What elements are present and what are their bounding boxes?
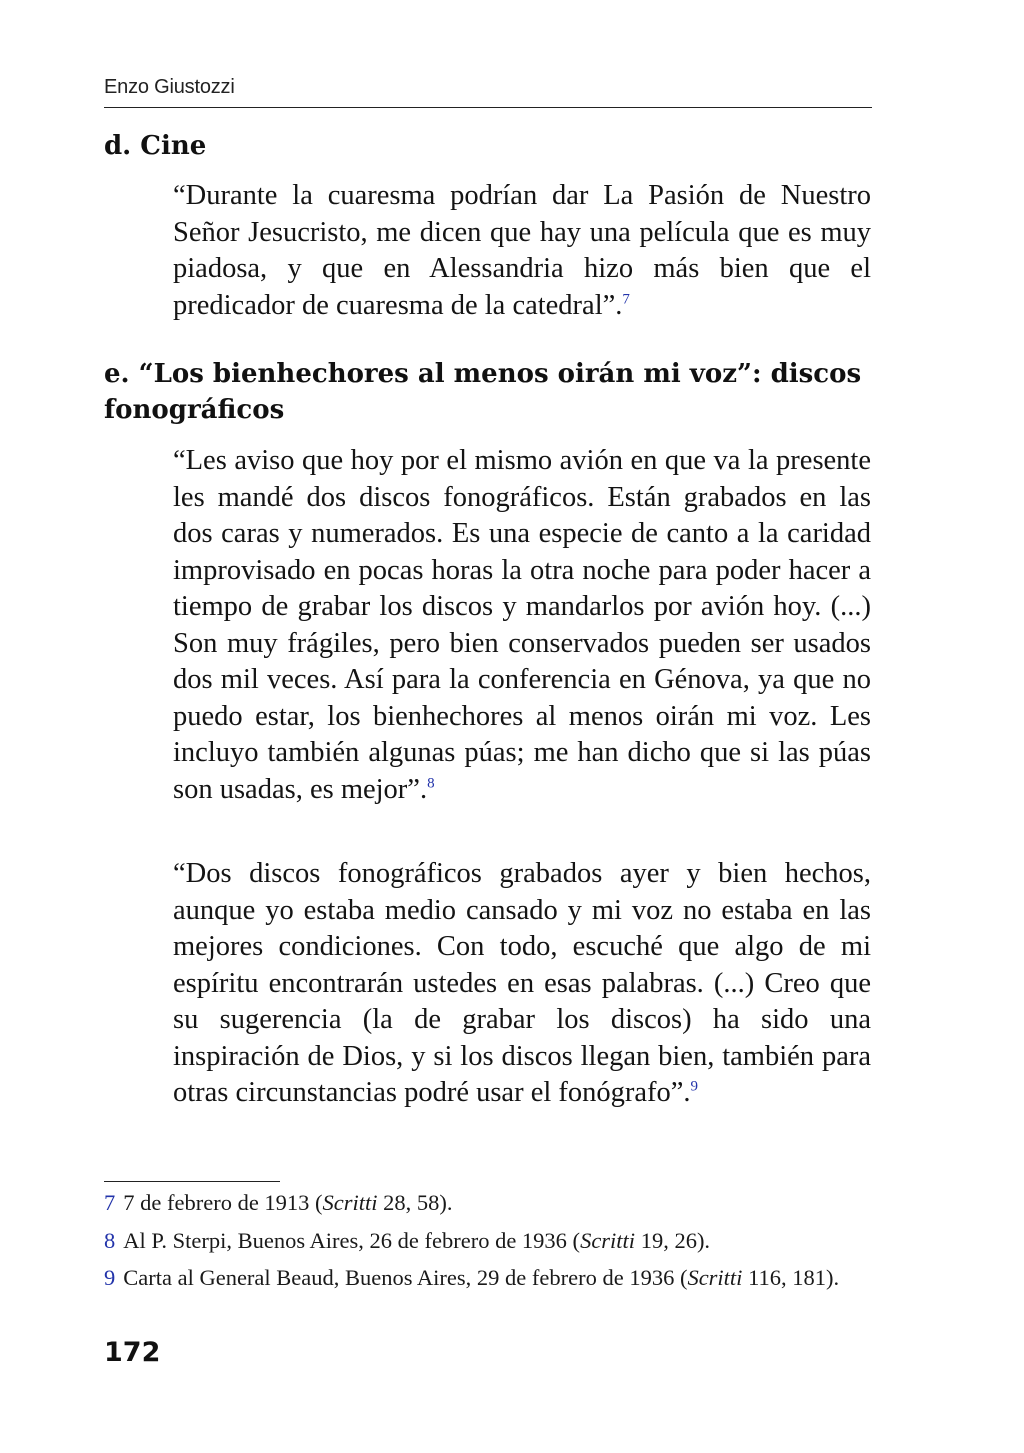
footnote-italic: Scritti — [687, 1265, 743, 1290]
footnote-8 — [104, 1226, 872, 1255]
footnote-italic: Scritti — [580, 1228, 636, 1253]
footnote-ref-9[interactable]: 9 — [690, 1078, 699, 1095]
footnote-ref-8[interactable]: 8 — [427, 775, 435, 791]
quote-text: “Dos discos fonográficos grabados ayer y bien hechos, aunque yo estaba medio cansado y mi voz no estaba en las mejores condiciones. Con todo, escuché que algo de mi espíritu encontrarán ustedes en esas palabras. (...) Creo que su sugerencia (la de grabar los discos) ha sido una inspiración de Dios, y si los discos llegan bien, también para otras circunstancias podré usar el fonógrafo”. — [173, 858, 871, 1108]
section-heading-discos: e. “Los bienhechores al menos oirán mi voz”: discos fonográficos — [104, 359, 862, 425]
footnote-text: 19, 26). — [635, 1228, 711, 1253]
footnote-text: 116, 181). — [742, 1265, 840, 1290]
footnote-9 — [104, 1263, 872, 1292]
footnote-text: Carta al General Beaud, Buenos Aires, 29 de febrero de 1936 ( — [123, 1265, 688, 1290]
page-number: 172 — [104, 1337, 161, 1368]
footnote-divider — [104, 1181, 280, 1182]
footnote-number-8[interactable]: 8 — [104, 1228, 116, 1253]
footnote-text: 7 de febrero de 1913 ( — [123, 1190, 323, 1215]
quote-discos-1 — [173, 443, 871, 808]
footnote-text: Al P. Sterpi, Buenos Aires, 26 de febrero de 1936 ( — [123, 1228, 581, 1253]
quote-discos-2 — [173, 856, 871, 1112]
quote-cine — [173, 178, 871, 324]
footnote-text: 28, 58). — [377, 1190, 453, 1215]
quote-text: “Durante la cuaresma podrían dar La Pasión de Nuestro Señor Jesucristo, me dicen que hay una película que es muy piadosa, y que en Alessandria hizo más bien que el predicador de cuaresma de la catedral”. — [173, 180, 871, 321]
footnote-ref-7[interactable]: 7 — [622, 291, 630, 307]
running-head: Enzo Giustozzi — [104, 74, 872, 108]
footnote-number-7[interactable]: 7 — [104, 1190, 116, 1215]
footnote-italic: Scritti — [322, 1190, 378, 1215]
footnote-7 — [104, 1188, 872, 1217]
footnote-number-9[interactable]: 9 — [104, 1265, 116, 1290]
section-heading-cine: d. Cine — [104, 131, 207, 161]
quote-text: “Les aviso que hoy por el mismo avión en que va la presente les mandé dos discos fonográficos. Están grabados en las dos caras y numerados. Es una especie de canto a la caridad improvisado en pocas horas la otra noche para poder hacer a tiempo de grabar los discos y mandarlos por avión hoy. (...) Son muy frágiles, pero bien conservados pueden ser usados dos mil veces. Así para la conferencia en Génova, ya que no puedo estar, los bienhechores al menos oirán mi voz. Les incluyo también algunas púas; me han dicho que si las púas son usadas, es mejor”. — [173, 445, 871, 805]
